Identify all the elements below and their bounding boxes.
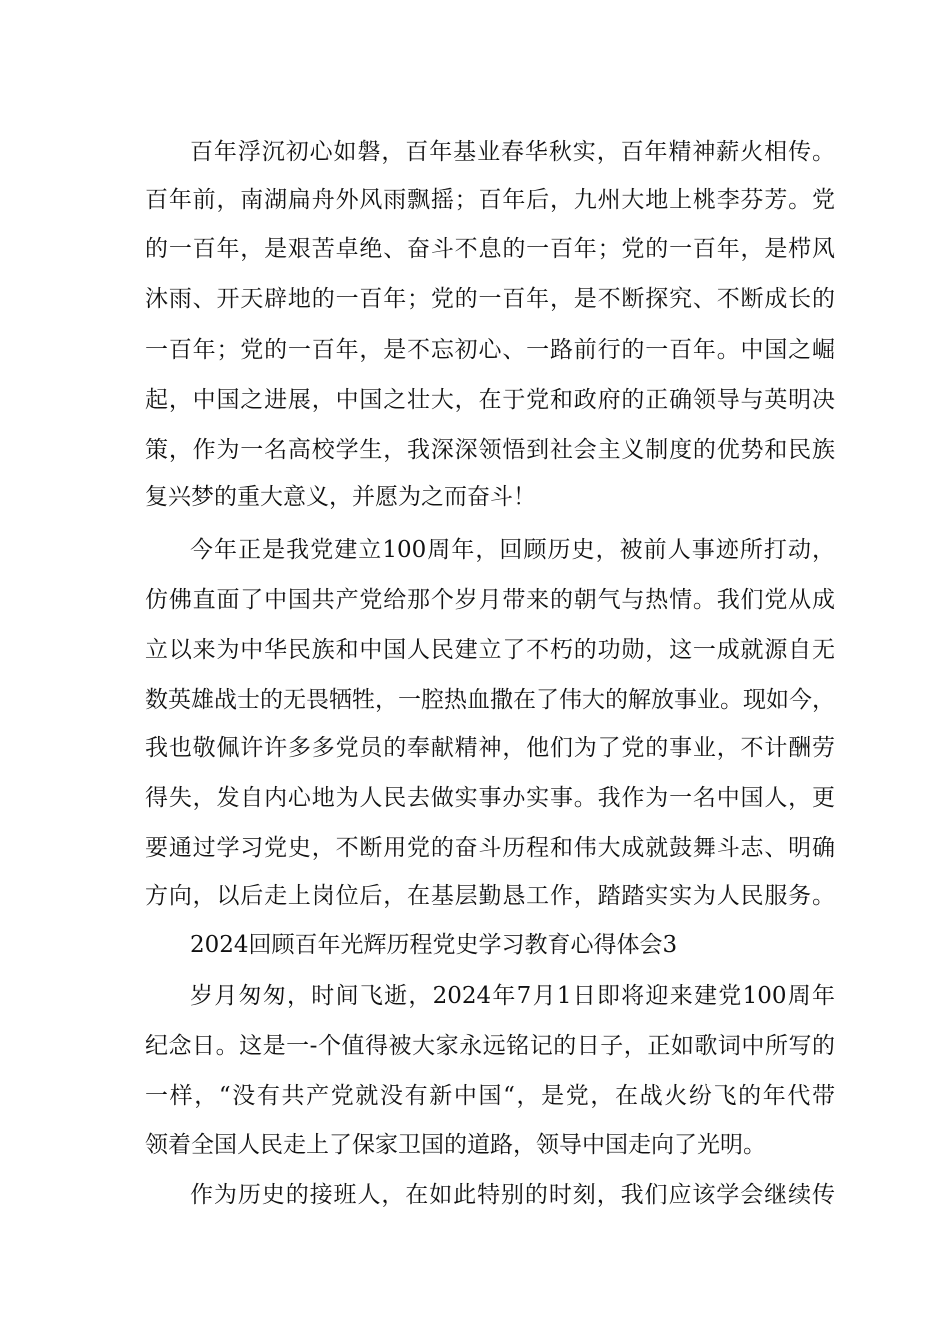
text-line: 百年前，南湖扁舟外风雨飘摇；百年后，九州大地上桃李芬芳。党 — [145, 187, 835, 213]
text-line: 仿佛直面了中国共产党给那个岁月带来的朝气与热情。我们党从成 — [145, 587, 835, 613]
text-line: 数英雄战士的无畏牺牲，一腔热血撒在了伟大的解放事业。现如今， — [145, 687, 835, 713]
text-line: 策，作为一名高校学生，我深深领悟到社会主义制度的优势和民族 — [145, 437, 835, 463]
text-line: 岁月匆匆，时间飞逝，2024年7月1日即将迎来建党100周年 — [190, 983, 835, 1009]
text-line: 立以来为中华民族和中国人民建立了不朽的功勋，这一成就源自无 — [145, 637, 835, 663]
text-line: 作为历史的接班人，在如此特别的时刻，我们应该学会继续传 — [190, 1182, 835, 1208]
text-line: 得失，发自内心地为人民去做实事办实事。我作为一名中国人，更 — [145, 785, 835, 811]
text-line: 方向，以后走上岗位后，在基层勤恳工作，踏踏实实为人民服务。 — [145, 883, 835, 909]
text-line: 复兴梦的重大意义，并愿为之而奋斗！ — [145, 484, 536, 510]
text-line: 要通过学习党史，不断用党的奋斗历程和伟大成就鼓舞斗志、明确 — [145, 835, 835, 861]
text-line: 一样，“没有共产党就没有新中国“，是党，在战火纷飞的年代带 — [145, 1083, 835, 1109]
text-line: 领着全国人民走上了保家卫国的道路，领导中国走向了光明。 — [145, 1132, 766, 1158]
text-line: 纪念日。这是一-个值得被大家永远铭记的日子，正如歌词中所写的 — [145, 1033, 835, 1059]
text-line: 我也敬佩许许多多党员的奉献精神，他们为了党的事业，不计酬劳 — [145, 735, 835, 761]
text-line: 百年浮沉初心如磐，百年基业春华秋实，百年精神薪火相传。 — [190, 139, 835, 165]
text-line: 的一百年，是艰苦卓绝、奋斗不息的一百年；党的一百年，是栉风 — [145, 236, 835, 262]
section-heading: 2024回顾百年光辉历程党史学习教育心得体会3 — [190, 932, 678, 958]
text-line: 一百年；党的一百年，是不忘初心、一路前行的一百年。中国之崛 — [145, 337, 835, 363]
text-line: 今年正是我党建立100周年，回顾历史，被前人事迹所打动， — [190, 537, 835, 563]
text-line: 沐雨、开天辟地的一百年；党的一百年，是不断探究、不断成长的 — [145, 286, 835, 312]
text-line: 起，中国之进展，中国之壮大，在于党和政府的正确领导与英明决 — [145, 387, 835, 413]
